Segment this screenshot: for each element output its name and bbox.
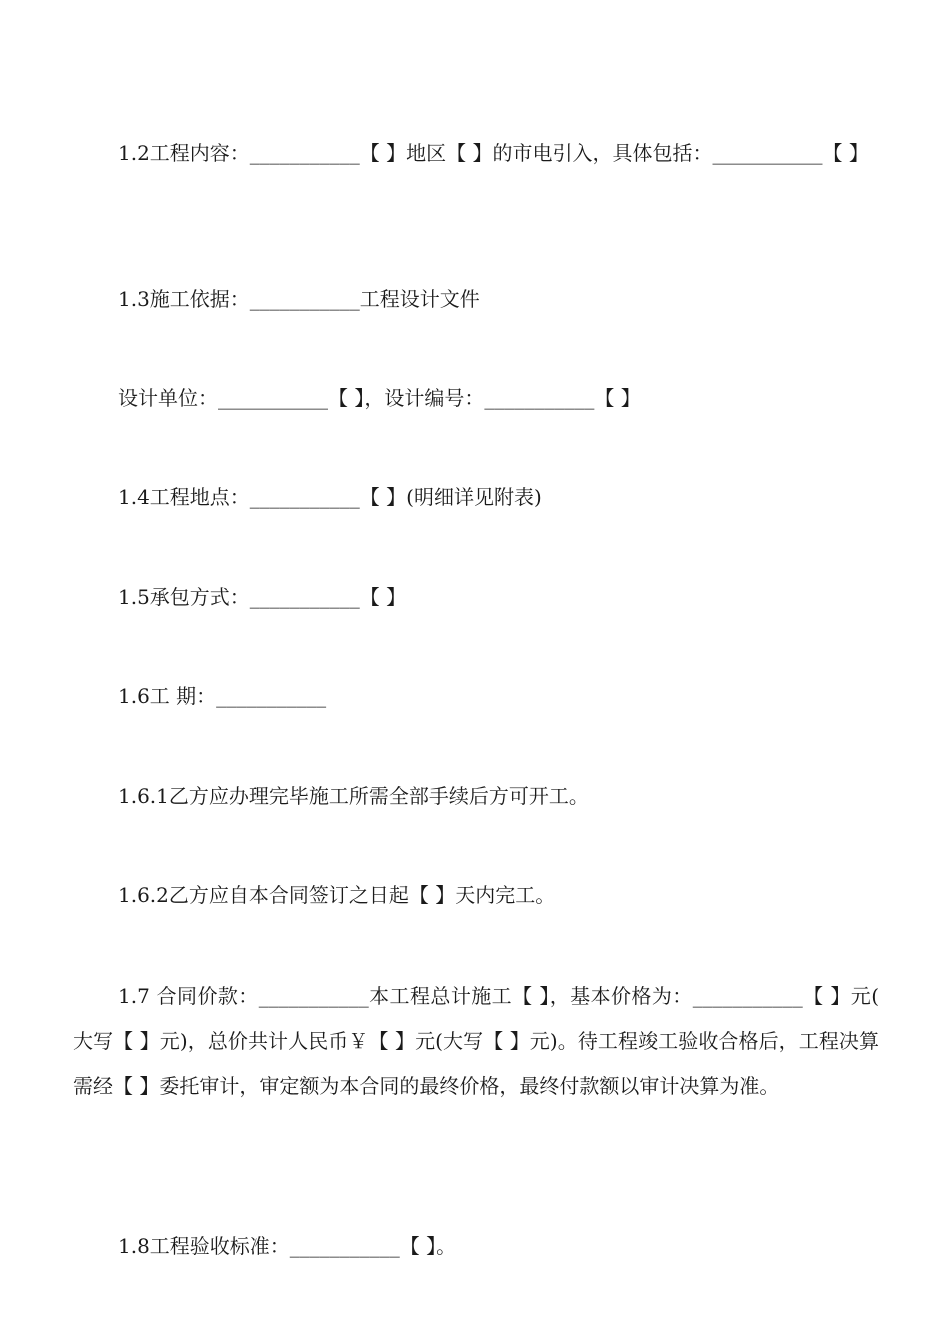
clause-1-6-1-start-requirements: 1.6.1乙方应办理完毕施工所需全部手续后方可开工。 [118,784,589,808]
clause-1-2-project-content: 1.2工程内容：___________【 】地区【 】的市电引入，具体包括：___________【 】 [118,141,869,165]
clause-1-3-construction-basis: 1.3施工依据：___________工程设计文件 [118,287,480,311]
design-unit-line: 设计单位：___________【 】，设计编号：___________【 】 [118,386,641,410]
clause-1-6-construction-period: 1.6工 期：___________ [118,684,327,708]
clause-1-7-contract-price: 1.7 合同价款：___________本工程总计施工【 】，基本价格为：___________【 】元(大写【 】元)，总价共计人民币￥【 】元(大写【 】元)。待工程竣工验收合格后，工程决算需经【 】委托审计，审定额为本合同的最终价格，最终付款额以审计决算为准。 [73,984,879,1098]
clause-1-8-acceptance-standard: 1.8工程验收标准：___________【 】。 [118,1234,457,1258]
clause-1-6-2-completion-deadline: 1.6.2乙方应自本合同签订之日起【 】天内完工。 [118,883,556,907]
clause-1-4-project-location: 1.4工程地点：___________【 】(明细详见附表) [118,485,542,509]
clause-1-5-contract-method: 1.5承包方式：___________【 】 [118,585,407,609]
